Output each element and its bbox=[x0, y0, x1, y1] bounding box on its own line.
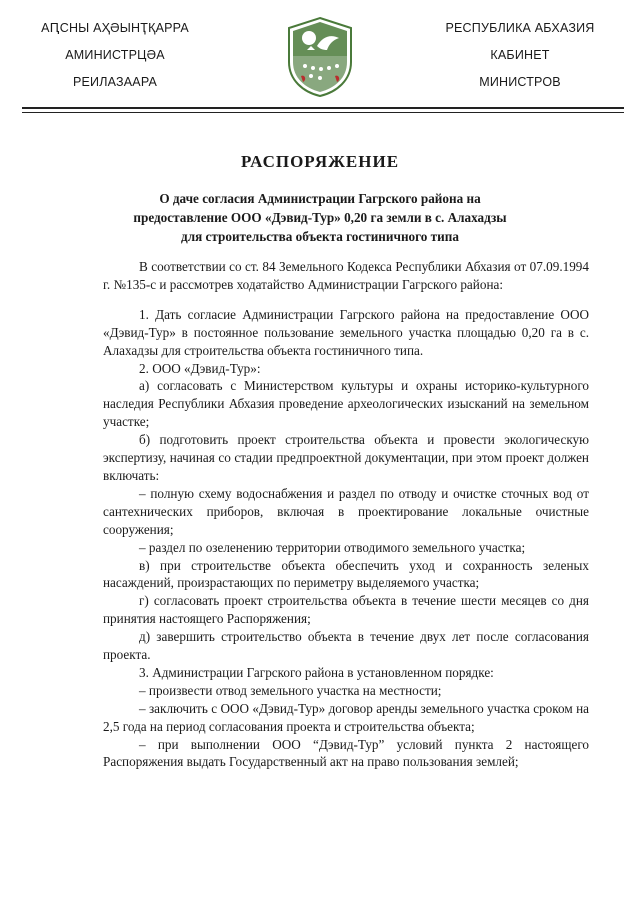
document-body bbox=[103, 258, 589, 771]
document-subject bbox=[110, 189, 530, 246]
preamble-paragraph: В соответствии со ст. 84 Земельного Кодекса Республики Абхазия от 07.09.1994 г. №135-с и рассмотрев ходатайство Администрации Гагрского района: bbox=[103, 259, 589, 292]
header-left-block bbox=[20, 20, 210, 101]
item-3-heading: 3. Администрации Гагрского района в установленном порядке: bbox=[139, 664, 494, 680]
header-right-line-2: КАБИНЕТ bbox=[490, 48, 550, 62]
document-title: РАСПОРЯЖЕНИЕ bbox=[240, 152, 400, 171]
item-1-paragraph: 1. Дать согласие Администрации Гагрского района на предоставление ООО «Дэвид-Тур» в постоянное пользование земельного участка площадью 0,20 га в с. Алахадзы для строительства объекта гостиничного типа. bbox=[103, 306, 589, 358]
subject-line-2: предоставление ООО «Дэвид-Тур» 0,20 га земли в с. Алахадзы bbox=[133, 210, 507, 225]
header-right-block bbox=[425, 20, 615, 101]
item-3-dash-3: – при выполнении ООО “Дэвид-Тур” условий пункта 2 настоящего Распоряжения выдать Государственный акт на право пользования землей; bbox=[103, 736, 589, 770]
state-emblem-icon bbox=[287, 16, 353, 98]
item-2v-paragraph: в) при строительстве объекта обеспечить уход и сохранность зеленых насаждений, произрастающих по периметру выделяемого участка; bbox=[103, 557, 589, 591]
item-2b-dash-1: – полную схему водоснабжения и раздел по отводу и очистке сточных вод от сантехнических приборов, включая в проектирование локальные очистные сооружения; bbox=[103, 485, 589, 537]
header-divider-thick bbox=[22, 107, 624, 109]
item-2b-paragraph: б) подготовить проект строительства объекта и провести экологическую экспертизу, начиная со стадии предпроектной документации, при этом проект должен включать: bbox=[103, 432, 589, 483]
item-2b-dash-2: – раздел по озеленению территории отводимого земельного участка; bbox=[139, 539, 526, 555]
header-right-line-1: РЕСПУБЛИКА АБХАЗИЯ bbox=[445, 21, 595, 35]
item-2a-paragraph: а) согласовать с Министерством культуры и охраны историко-культурного наследия Республики Абхазия проведение археологических изысканий на земельном участке; bbox=[103, 378, 589, 430]
item-3-dash-1: – произвести отвод земельного участка на местности; bbox=[139, 682, 442, 698]
header-divider-thin bbox=[22, 112, 624, 113]
item-2d-paragraph: д) завершить строительство объекта в течение двух лет после согласования проекта. bbox=[103, 629, 589, 663]
subject-line-1: О даче согласия Администрации Гагрского района на bbox=[159, 191, 481, 206]
subject-line-3: для строительства объекта гостиничного типа bbox=[181, 229, 459, 244]
header-left-line-3: РЕИЛАЗААРА bbox=[72, 75, 158, 89]
header-left-line-1: АԤСНЫ АҲӘЫНҬҚАРРА bbox=[41, 21, 189, 35]
item-2-heading: 2. ООО «Дэвид-Тур»: bbox=[139, 360, 261, 376]
item-2g-paragraph: г) согласовать проект строительства объекта в течение шести месяцев со дня принятия настоящего Распоряжения; bbox=[103, 593, 589, 627]
header-left-line-2: АМИНИСТРЦӘА bbox=[65, 48, 165, 62]
item-3-dash-2: – заключить с ООО «Дэвид-Тур» договор аренды земельного участка сроком на 2,5 года на период согласования проекта и строительства объекта; bbox=[103, 700, 589, 734]
header-right-line-3: МИНИСТРОВ bbox=[479, 75, 561, 89]
